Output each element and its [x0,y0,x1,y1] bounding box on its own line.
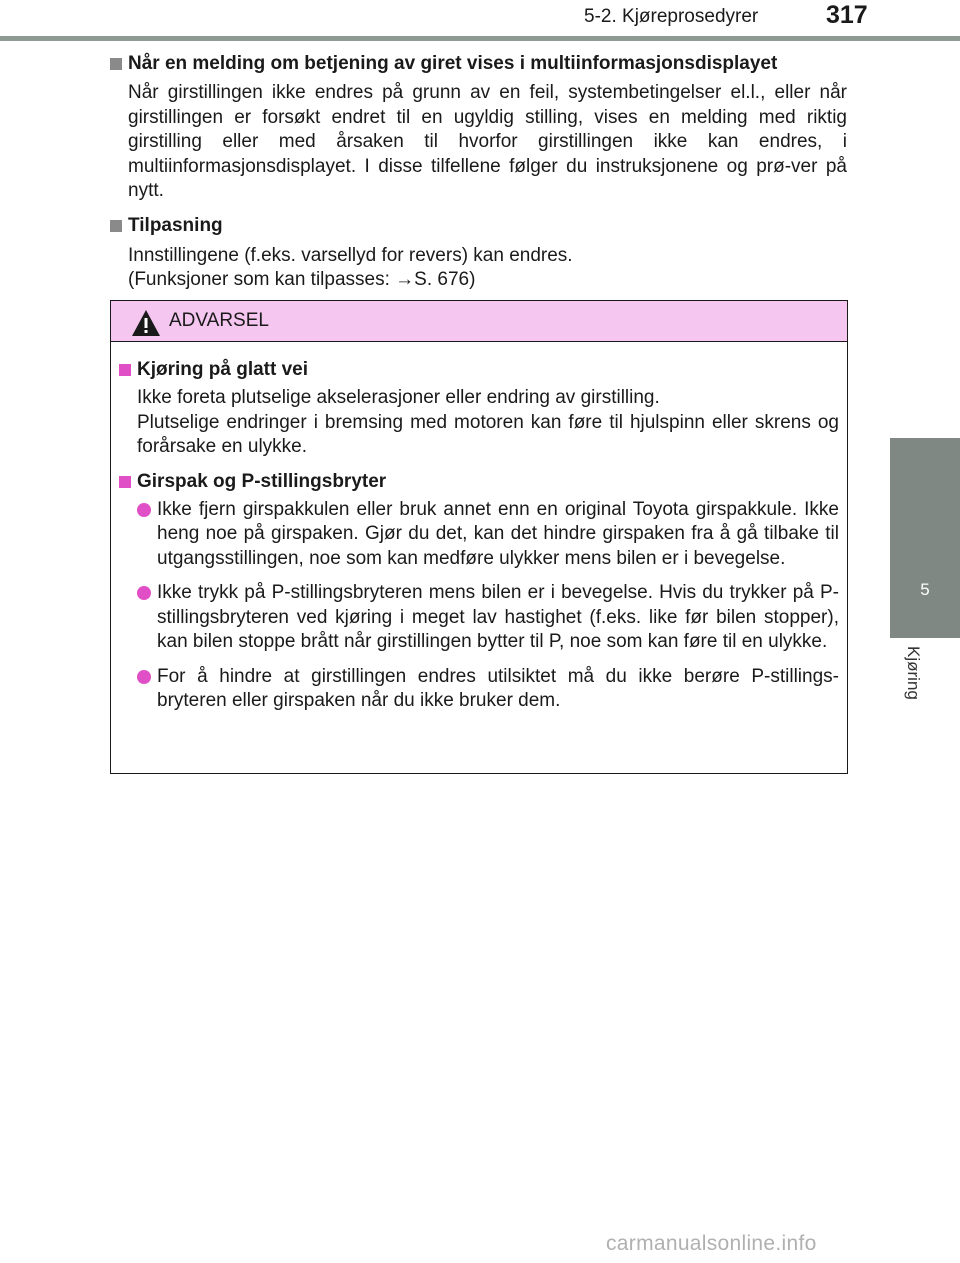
section-customization [110,214,847,293]
circle-bullet-icon [137,586,151,600]
circle-bullet-icon [137,503,151,517]
page-number: 317 [826,1,868,29]
section-title: 5-2. Kjøreprosedyrer [584,6,759,27]
warning-bullet [137,498,839,572]
warning-triangle-icon [131,309,161,337]
bullet-text: Ikke fjern girspakkulen eller bruk annet enn en original Toyota girspakkule. Ikke heng noe på girspaken. Gjør du det, kan det hindre girspaken fra å gå tilbake til utgangsstillingen, noe som kan medføre ulykker mens bilen er i bevegelse. [157,498,839,569]
section-body: Når girstillingen ikke endres på grunn av en feil, systembetingelser el.l., eller når girstillingen er forsøkt endret til en ugyldig stilling, vises en melding med riktig girstilling eller med årsaken til hvorfor girstillingen ikke kan endres, i multiinformasjonsdisplayet. I disse tilfellene følger du instruksjonene og prø-ver på nytt. [128,82,847,201]
section-body-line: Innstillingene (f.eks. varsellyd for revers) kan endres. [128,244,573,266]
warning-bullet [137,665,839,714]
warning-box [110,300,848,774]
section-heading [110,214,847,238]
warning-subheading [119,470,839,494]
main-content [110,52,847,303]
chapter-label: Kjøring [904,646,923,700]
section-message [110,52,847,204]
page-header [0,0,960,40]
chapter-number: 5 [920,580,930,599]
bullet-text: For å hindre at girstillingen endres utilsiktet må du ikke berøre P-stillings-bryteren eller girspaken når du ikke bruker dem. [157,665,839,711]
square-bullet-icon [110,58,122,70]
warning-header [111,301,847,342]
square-bullet-icon [119,364,131,376]
cross-reference-link[interactable]: (Funksjoner som kan tilpasses: →S. 676) [128,269,476,290]
watermark: carmanualsonline.info [606,1232,817,1255]
chapter-tab[interactable] [890,438,960,638]
bullet-text: Ikke trykk på P-stillingsbryteren mens bilen er i bevegelse. Hvis du trykker på P-stillingsbryteren ved kjøring i meget lav hastighet (f.eks. like før bilen stopper), kan bilen stoppe brått når girstillingen bytter til P, noe som kan føre til en ulykke. [157,582,839,652]
warning-body [111,342,847,714]
warning-bullet [137,581,839,655]
square-bullet-icon [110,220,122,232]
section-heading-text: Når en melding om betjening av giret vises i multiinformasjonsdisplayet [128,53,778,74]
section-body [128,244,847,293]
section-heading [110,52,847,76]
warning-subheading-text: Kjøring på glatt vei [137,359,309,380]
warning-text [137,386,839,460]
circle-bullet-icon [137,670,151,684]
section-heading-text: Tilpasning [128,214,223,236]
warning-title: ADVARSEL [169,310,269,331]
warning-line: Ikke foreta plutselige akselerasjoner eller endring av girstilling. [137,387,660,408]
warning-subheading [119,358,839,382]
square-bullet-icon [119,476,131,488]
warning-subheading-text: Girspak og P-stillingsbryter [137,470,387,492]
header-divider [0,36,960,41]
warning-line: Plutselige endringer i bremsing med motoren kan føre til hjulspinn eller skrens og forårsake en ulykke. [137,411,839,457]
